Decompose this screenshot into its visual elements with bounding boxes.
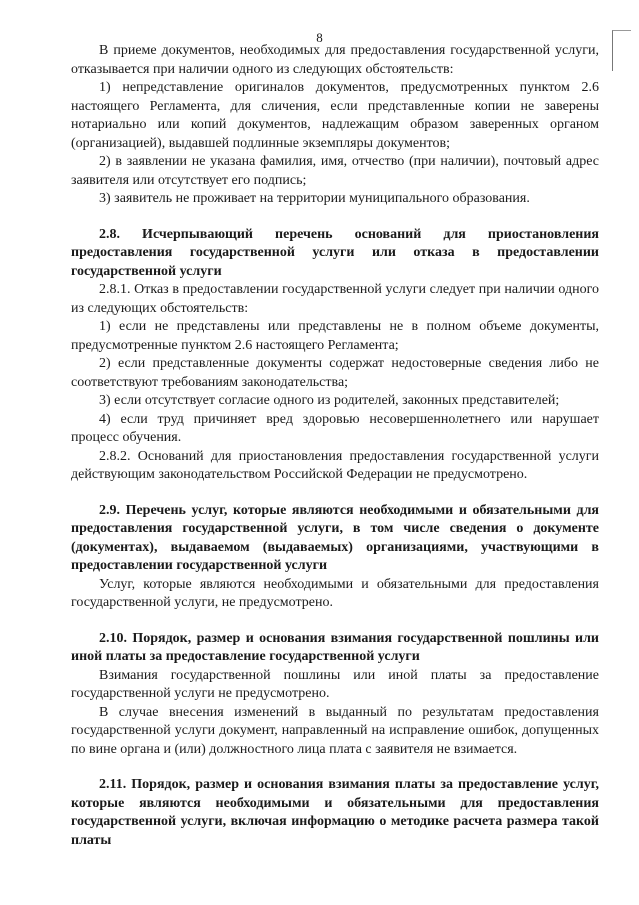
paragraph: 2) если представленные документы содержат недостоверные сведения либо не соответствуют требованиям законодательства; [71,356,599,390]
paragraph: 4) если труд причиняет вред здоровью несовершеннолетнего или нарушает процесс обучения. [71,411,599,445]
scan-edge-mark [612,30,631,71]
paragraph: В приеме документов, необходимых для предоставления государственной услуги, отказывается при наличии одного из следующих обстоятельств: [71,43,599,77]
paragraph: В случае внесения изменений в выданный по результатам предоставления государственной услуги документ, направленный на исправление ошибок, допущенных по вине органа и (или) должностного лица плата с заявителя не взимается. [71,704,599,757]
paragraph: 3) заявитель не проживает на территории муниципального образования. [99,191,530,206]
paragraph: 2.8.2. Оснований для приостановления предоставления государственной услуги действующим законодательством Российской Федерации не предусмотрено. [71,448,599,482]
paragraph: Услуг, которые являются необходимыми и обязательными для предоставления государственной услуги, не предусмотрено. [71,576,599,610]
paragraph: 3) если отсутствует согласие одного из родителей, законных представителей; [99,393,560,408]
paragraph: Взимания государственной пошлины или иной платы за предоставление государственной услуги не предусмотрено. [71,667,599,701]
paragraph: 2) в заявлении не указана фамилия, имя, отчество (при наличии), почтовый адрес заявителя или отсутствует его подпись; [71,154,599,188]
paragraph: 2.8.1. Отказ в предоставлении государственной услуги следует при наличии одного из следующих обстоятельств: [71,282,599,316]
section-heading: 2.11. Порядок, размер и основания взимания платы за предоставление услуг, которые являются необходимыми и обязательными для предоставления государственной услуги, включая информацию о методике расчета размера такой платы [71,777,599,848]
paragraph: 1) если не представлены или представлены не в полном объеме документы, предусмотренные пунктом 2.6 настоящего Регламента; [71,319,599,353]
section-gap [71,209,599,226]
section-heading: 2.9. Перечень услуг, которые являются необходимыми и обязательными для предоставления государственной услуги, в том числе сведения о документе (документах), выдаваемом (выдаваемых) организациями, участвующими в предоставлении государственной услуги [71,502,599,573]
section-gap [71,613,599,630]
section-heading: 2.8. Исчерпывающий перечень оснований для приостановления предоставления государственной услуги или отказа в предоставлении государственной услуги [71,226,599,279]
document-body [71,42,599,850]
section-gap [71,485,599,502]
section-gap [71,759,599,776]
page-number: 8 [316,30,323,45]
section-heading: 2.10. Порядок, размер и основания взимания государственной пошлины или иной платы за предоставление государственной услуги [71,630,599,664]
paragraph: 1) непредставление оригиналов документов, предусмотренных пунктом 2.6 настоящего Регламента, для сличения, если представленные копии не заверены нотариально или копий документов, надлежащим образом заверенных органом (организацией), выдавшей подлинные экземпляры документов; [71,80,599,151]
